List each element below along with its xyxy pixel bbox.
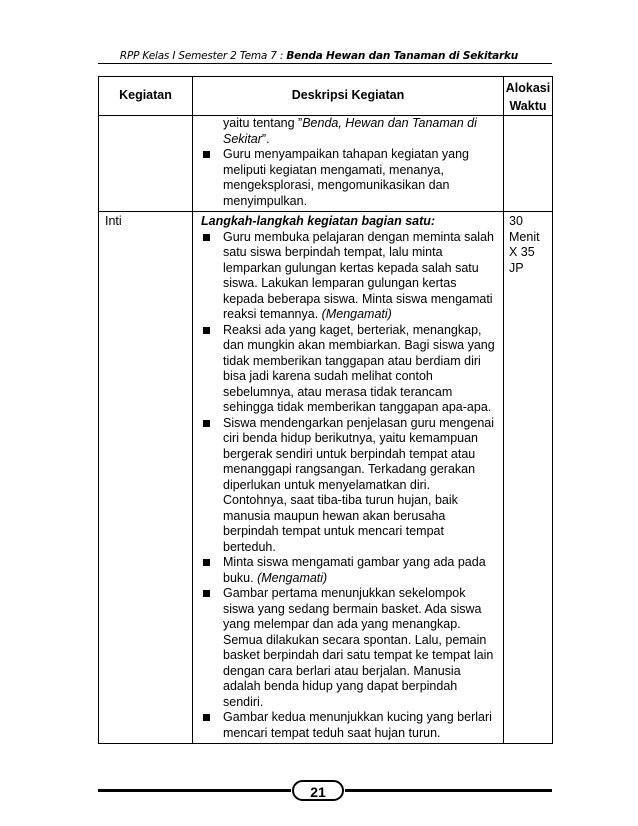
footer-rule-left <box>98 789 291 792</box>
bullet-square-icon <box>203 327 210 334</box>
list-item <box>201 710 497 741</box>
row2-subtitle: Langkah-langkah kegiatan bagian satu: <box>201 214 436 228</box>
list-item-text: Guru membuka pelajaran dengan meminta salah satu siswa berpindah tempat, lalu minta lemparkan gulungan kertas kepada salah satu siswa. Lakukan lemparan gulungan kertas kepada beberapa siswa. Minta siswa mengamati reaksi temannya. <box>223 229 494 321</box>
list-item-text: Reaksi ada yang kaget, berteriak, menangkap, dan mungkin akan membiarkan. Bagi siswa yang tidak memberikan tanggapan atau berdiam diri bisa jadi karena sudah melihat contoh sebelumnya, atau merasa tidak terancam sehingga tidak memberikan tanggapan apa-apa. <box>223 322 495 414</box>
col-header-alokasi-line2: Waktu <box>509 99 547 113</box>
list-item <box>201 323 497 416</box>
row1-cont-italic: Benda, Hewan dan Tanaman di Sekitar <box>223 116 477 146</box>
row2-alokasi <box>504 212 553 744</box>
bullet-square-icon <box>203 714 210 721</box>
list-item <box>201 416 497 556</box>
bullet-square-icon <box>203 234 210 241</box>
header-prefix: RPP Kelas I Semester 2 Tema 7 : <box>119 50 287 62</box>
col-header-alokasi <box>504 77 553 116</box>
list-item-text: Gambar kedua menunjukkan kucing yang berlari mencari tempat teduh saat hujan turun. <box>223 710 492 740</box>
list-item <box>201 586 497 710</box>
table-row <box>99 212 553 744</box>
header-theme: Benda Hewan dan Tanaman di Sekitarku <box>286 50 519 62</box>
table-row <box>99 116 553 212</box>
list-item-text: Guru menyampaikan tahapan kegiatan yang meliputi kegiatan mengamati, menanya, mengeksplorasi, mengomunikasikan dan menyimpulkan. <box>223 147 469 208</box>
row1-deskripsi <box>193 116 504 212</box>
row2-kegiatan: Inti <box>99 212 193 744</box>
activity-table <box>98 76 553 744</box>
list-item <box>201 555 497 586</box>
list-item-text: Siswa mendengarkan penjelasan guru mengenai ciri benda hidup berikutnya, yaitu kemampuan bergerak sendiri untuk berpindah tempat atau menanggapi rangsangan. Terkadang gerakan diperlukan untuk menyelamatkan diri. Contohnya, saat tiba-tiba turun hujan, baik manusia maupun hewan akan berusaha berpindah tempat untuk mencari tempat berteduh. <box>223 415 495 554</box>
col-header-deskripsi: Deskripsi Kegiatan <box>193 77 504 116</box>
page-number: 21 <box>292 780 344 801</box>
bullet-square-icon <box>203 420 210 427</box>
list-item-text: Minta siswa mengamati gambar yang ada pada buku. <box>223 555 486 585</box>
list-item-note: (Mengamati) <box>257 570 328 585</box>
table-header-row <box>99 77 553 116</box>
row1-kegiatan <box>99 116 193 212</box>
list-item-note: (Mengamati) <box>321 307 392 321</box>
footer-rule-right <box>345 789 552 792</box>
header-rule <box>98 63 552 64</box>
list-item <box>201 147 497 209</box>
row2-alokasi-line2: X 35 JP <box>509 245 535 275</box>
row1-continuation <box>201 116 497 147</box>
bullet-square-icon <box>203 590 210 597</box>
row1-cont-prefix: yaitu tentang ” <box>223 116 303 130</box>
list-item-text: Gambar pertama menunjukkan sekelompok siswa yang sedang bermain basket. Ada siswa yang melempar dan ada yang menangkap. Semua dilakukan secara spontan. Lalu, pemain basket berpindah dari satu tempat ke tempat lain dengan cara berlari atau berjalan. Manusia adalah benda hidup yang dapat berpindah sendiri. <box>223 586 494 709</box>
row1-cont-suffix: ”. <box>261 131 270 146</box>
col-header-kegiatan: Kegiatan <box>99 77 193 116</box>
row2-alokasi-line1: 30 Menit <box>509 214 540 244</box>
bullet-square-icon <box>203 151 210 158</box>
row1-alokasi <box>504 116 553 212</box>
row2-deskripsi <box>193 212 504 744</box>
bullet-square-icon <box>203 559 210 566</box>
col-header-alokasi-line1: Alokasi <box>505 81 551 95</box>
list-item <box>201 230 497 323</box>
page-header <box>0 50 638 62</box>
